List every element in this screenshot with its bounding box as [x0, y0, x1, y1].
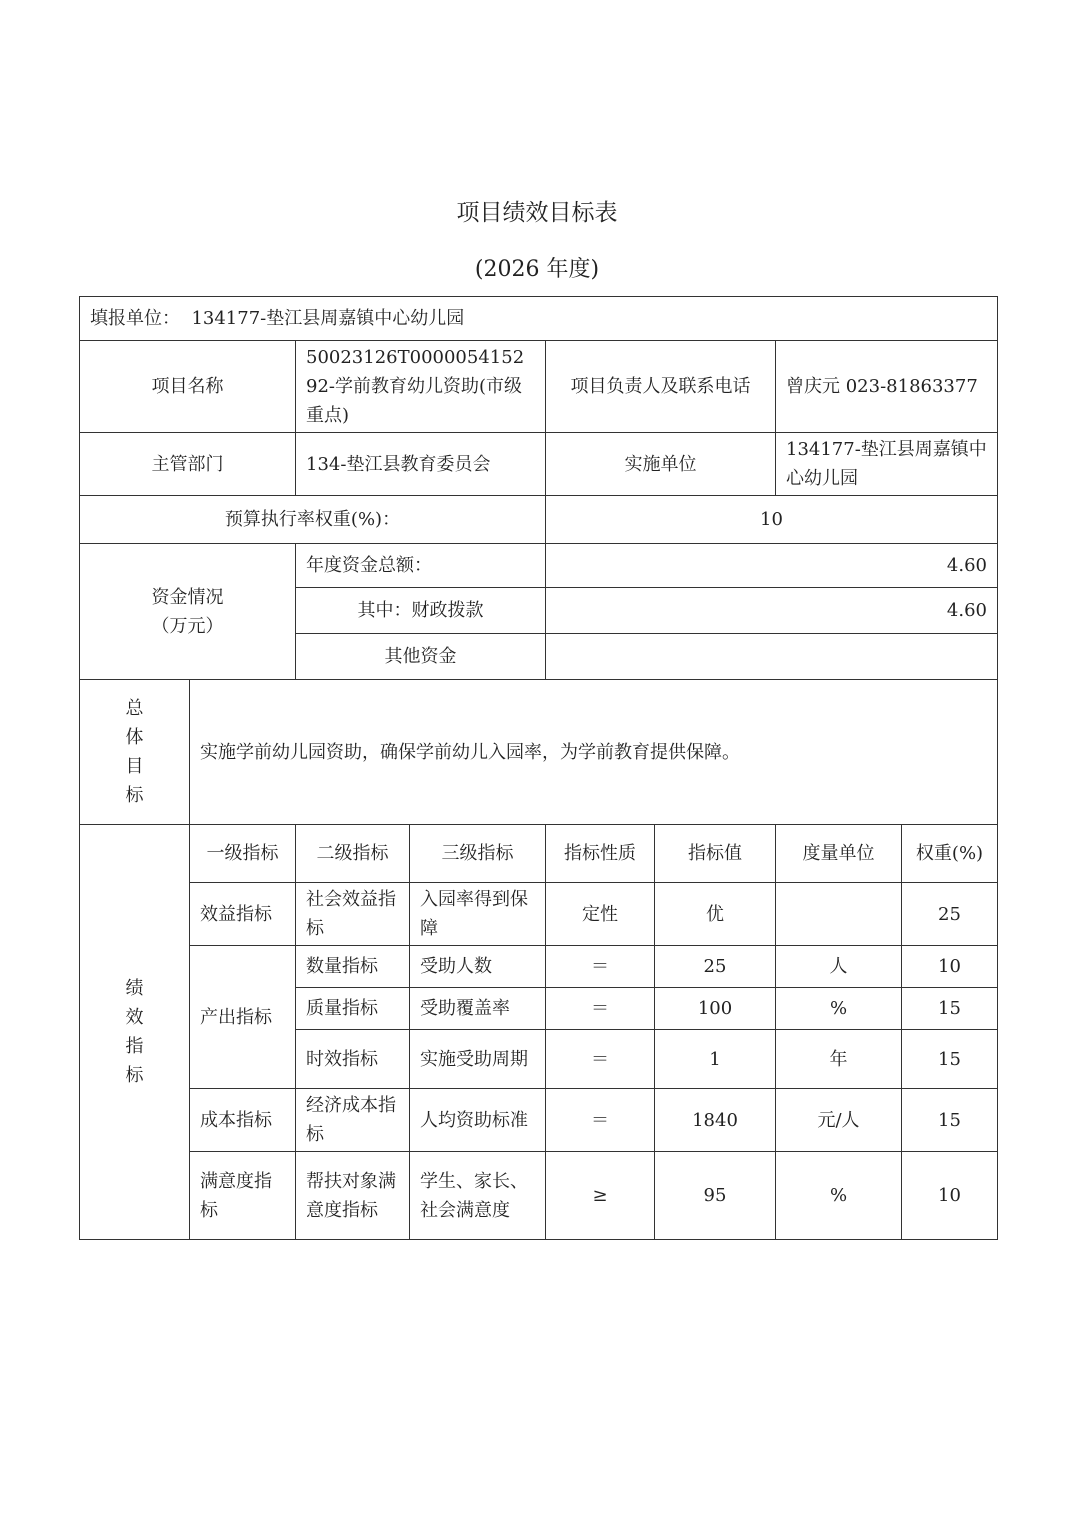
document-title: 项目绩效目标表	[456, 200, 618, 226]
level3-cell: 入园率得到保障	[410, 883, 546, 946]
nature-cell: 定性	[546, 883, 655, 946]
table-row	[80, 1152, 998, 1240]
nature-cell: ＝	[546, 988, 655, 1030]
value-cell: 1840	[655, 1089, 776, 1152]
unit-cell: %	[776, 1152, 902, 1240]
weight-cell: 15	[902, 1030, 998, 1089]
funds-other-value	[546, 634, 998, 680]
funds-total-label: 年度资金总额：	[296, 544, 546, 588]
level1-cell: 产出指标	[190, 946, 296, 1089]
funds-label	[80, 544, 296, 680]
weight-cell: 15	[902, 1089, 998, 1152]
weight-cell: 15	[902, 988, 998, 1030]
level2-cell: 帮扶对象满意度指标	[296, 1152, 410, 1240]
indicator-char: 指	[125, 1036, 144, 1057]
level3-cell: 实施受助周期	[410, 1030, 546, 1089]
header-level2: 二级指标	[296, 825, 410, 883]
value-cell: 优	[655, 883, 776, 946]
funds-other-label: 其他资金	[296, 634, 546, 680]
level2-cell: 时效指标	[296, 1030, 410, 1089]
nature-cell: ＝	[546, 946, 655, 988]
unit-cell: 元/人	[776, 1089, 902, 1152]
level3-cell: 人均资助标准	[410, 1089, 546, 1152]
weight-cell: 10	[902, 946, 998, 988]
header-weight: 权重(%)	[902, 825, 998, 883]
weight-cell: 10	[902, 1152, 998, 1240]
level2-cell: 经济成本指标	[296, 1089, 410, 1152]
value-cell: 25	[655, 946, 776, 988]
funds-fiscal-label: 其中：财政拨款	[296, 588, 546, 634]
unit-cell: 年	[776, 1030, 902, 1089]
value-cell: 1	[655, 1030, 776, 1089]
header-value: 指标值	[655, 825, 776, 883]
reporting-unit-label: 填报单位：	[90, 308, 180, 329]
level2-cell: 数量指标	[296, 946, 410, 988]
performance-goal-table	[79, 296, 998, 1240]
table-row	[80, 946, 998, 988]
implementing-unit-label: 实施单位	[546, 433, 776, 496]
reporting-unit	[80, 297, 998, 341]
project-owner-value: 曾庆元 023-81863377	[776, 341, 998, 433]
level1-cell: 满意度指标	[190, 1152, 296, 1240]
overall-goal-label: 总体目标	[125, 698, 144, 806]
level2-cell: 质量指标	[296, 988, 410, 1030]
nature-cell: ＝	[546, 1030, 655, 1089]
funds-title: 资金情况	[151, 586, 224, 608]
indicators-label	[80, 825, 190, 1240]
header-level1: 一级指标	[190, 825, 296, 883]
reporting-unit-value: 134177-垫江县周嘉镇中心幼儿园	[191, 308, 465, 329]
project-owner-label: 项目负责人及联系电话	[546, 341, 776, 433]
overall-goal-value: 实施学前幼儿园资助，确保学前幼儿入园率，为学前教育提供保障。	[190, 680, 998, 825]
unit-cell	[776, 883, 902, 946]
overall-goal-label-cell	[80, 680, 190, 825]
level3-cell: 学生、家长、社会满意度	[410, 1152, 546, 1240]
level1-cell: 成本指标	[190, 1089, 296, 1152]
department-label: 主管部门	[80, 433, 296, 496]
funds-unit: （万元）	[151, 615, 224, 637]
project-name-label: 项目名称	[80, 341, 296, 433]
project-name-value: 50023126T000005415292-学前教育幼儿资助(市级重点)	[296, 341, 546, 433]
value-cell: 95	[655, 1152, 776, 1240]
unit-cell: %	[776, 988, 902, 1030]
table-row	[80, 1089, 998, 1152]
level1-cell: 效益指标	[190, 883, 296, 946]
indicator-char: 绩	[125, 978, 144, 999]
level3-cell: 受助人数	[410, 946, 546, 988]
level2-cell: 社会效益指标	[296, 883, 410, 946]
level3-cell: 受助覆盖率	[410, 988, 546, 1030]
weight-cell: 25	[902, 883, 998, 946]
nature-cell: ＝	[546, 1089, 655, 1152]
table-row	[80, 883, 998, 946]
indicator-char: 效	[125, 1007, 144, 1028]
header-level3: 三级指标	[410, 825, 546, 883]
funds-total-value: 4.60	[546, 544, 998, 588]
indicator-char: 标	[125, 1065, 144, 1086]
header-nature: 指标性质	[546, 825, 655, 883]
implementing-unit-value: 134177-垫江县周嘉镇中心幼儿园	[776, 433, 998, 496]
budget-weight-value: 10	[546, 496, 998, 544]
budget-weight-label: 预算执行率权重(%)：	[80, 496, 546, 544]
unit-cell: 人	[776, 946, 902, 988]
funds-fiscal-value: 4.60	[546, 588, 998, 634]
value-cell: 100	[655, 988, 776, 1030]
nature-cell: ≥	[546, 1152, 655, 1240]
document-year: (2026 年度)	[474, 257, 600, 282]
department-value: 134-垫江县教育委员会	[296, 433, 546, 496]
header-unit: 度量单位	[776, 825, 902, 883]
